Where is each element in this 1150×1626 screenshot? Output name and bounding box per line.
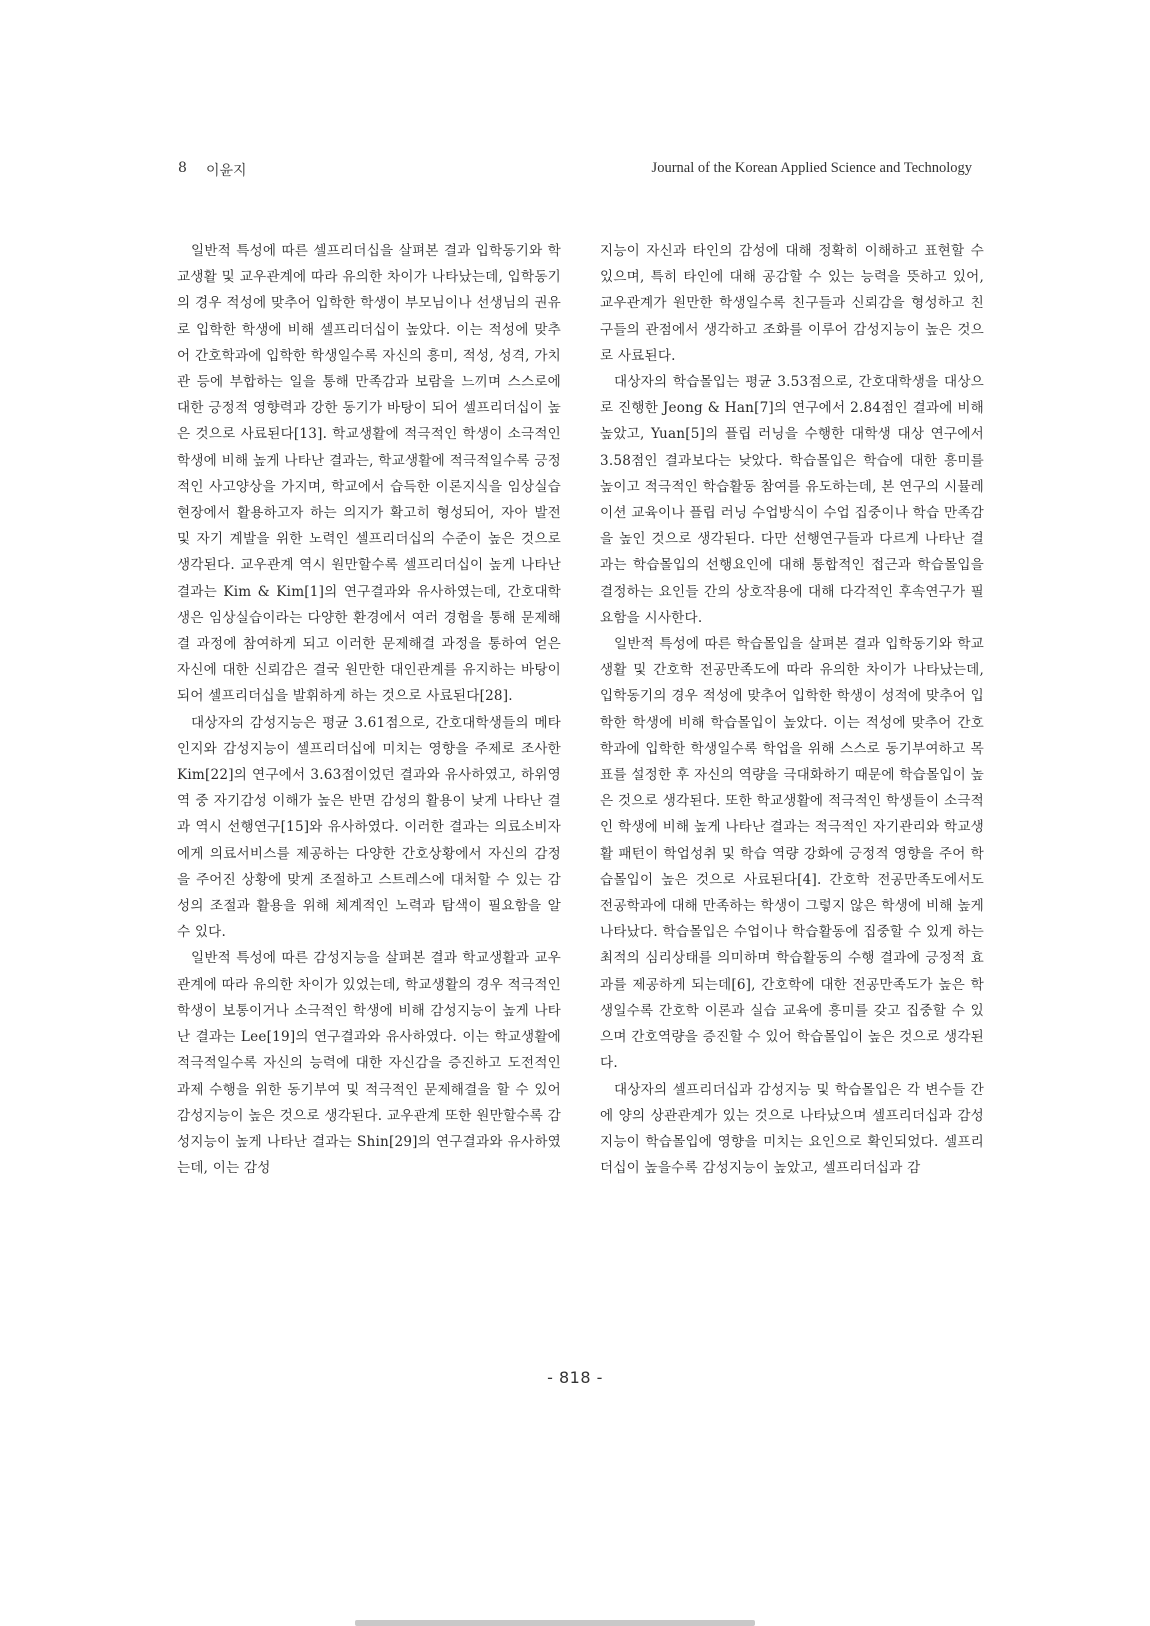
left-column	[177, 238, 561, 1181]
bleed-through-text	[355, 1620, 755, 1626]
running-head	[178, 160, 972, 184]
right-column	[600, 238, 984, 1181]
paragraph: 지능이 자신과 타인의 감성에 대해 정확히 이해하고 표현할 수 있으며, 특히 타인에 대해 공감할 수 있는 능력을 뜻하고 있어, 교우관계가 원만한 학생일수록 친구들과 신뢰감을 형성하고 친구들의 관점에서 생각하고 조화를 이루어 감성지능이 높은 것으로 사료된다.	[600, 243, 984, 364]
paragraph: 일반적 특성에 따른 감성지능을 살펴본 결과 학교생활과 교우관계에 따라 유의한 차이가 있었는데, 학교생활의 경우 적극적인 학생이 보통이거나 소극적인 학생에 비해 감성지능이 높게 나타난 결과는 Lee[19]의 연구결과와 유사하였다. 이는 학교생활에 적극적일수록 자신의 능력에 대한 자신감을 증진하고 도전적인 과제 수행을 위한 동기부여 및 적극적인 문제해결을 할 수 있어 감성지능이 높은 것으로 생각된다. 교우관계 또한 원만할수록 감성지능이 높게 나타난 결과는 Shin[29]의 연구결과와 유사하였는데, 이는 감성	[177, 950, 561, 1177]
paragraph: 대상자의 학습몰입는 평균 3.53점으로, 간호대학생을 대상으로 진행한 Jeong & Han[7]의 연구에서 2.84점인 결과에 비해 높았고, Yuan[5]의 플립 러닝을 수행한 대학생 대상 연구에서 3.58점인 결과보다는 낮았다. 학습몰입은 학습에 대한 흥미를 높이고 적극적인 학습활동 참여를 유도하는데, 본 연구의 시뮬레이션 교육이나 플립 러닝 수업방식이 수업 집중이나 학습 만족감을 높인 것으로 생각된다. 다만 선행연구들과 다르게 나타난 결과는 학습몰입의 선행요인에 대해 통합적인 접근과 학습몰입을 결정하는 요인들 간의 상호작용에 대해 다각적인 후속연구가 필요함을 시사한다.	[600, 374, 984, 626]
header-journal-title: Journal of the Korean Applied Science and Technology	[651, 160, 972, 176]
header-author: 이윤지	[206, 163, 247, 179]
header-page-number: 8	[178, 160, 187, 176]
paragraph: 일반적 특성에 따른 셀프리더십을 살펴본 결과 입학동기와 학교생활 및 교우관계에 따라 유의한 차이가 나타났는데, 입학동기의 경우 적성에 맞추어 입학한 학생이 부모님이나 선생님의 권유로 입학한 학생에 비해 셀프리더십이 높았다. 이는 적성에 맞추어 간호학과에 입학한 학생일수록 자신의 흥미, 적성, 성격, 가치관 등에 부합하는 일을 통해 만족감과 보람을 느끼며 스스로에 대한 긍정적 영향력과 강한 동기가 바탕이 되어 셀프리더십이 높은 것으로 사료된다[13]. 학교생활에 적극적인 학생이 소극적인 학생에 비해 높게 나타난 결과는, 학교생활에 적극적일수록 긍정적인 사고양상을 가지며, 학교에서 습득한 이론지식을 임상실습 현장에서 활용하고자 하는 의지가 확고히 형성되어, 자아 발전 및 자기 계발을 위한 노력인 셀프리더십의 수준이 높은 것으로 생각된다. 교우관계 역시 원만할수록 셀프리더십이 높게 나타난 결과는 Kim & Kim[1]의 연구결과와 유사하였는데, 간호대학생은 임상실습이라는 다양한 환경에서 여러 경험을 통해 문제해결 과정에 참여하게 되고 이러한 문제해결 과정을 통하여 얻은 자신에 대한 신뢰감은 결국 원만한 대인관계를 유지하는 바탕이 되어 셀프리더십을 발휘하게 하는 것으로 사료된다[28].	[177, 243, 561, 705]
paragraph: 대상자의 감성지능은 평균 3.61점으로, 간호대학생들의 메타인지와 감성지능이 셀프리더십에 미치는 영향을 주제로 조사한 Kim[22]의 연구에서 3.63점이었던 결과와 유사하였고, 하위영역 중 자기감성 이해가 높은 반면 감성의 활용이 낮게 나타난 결과 역시 선행연구[15]와 유사하였다. 이러한 결과는 의료소비자에게 의료서비스를 제공하는 다양한 간호상황에서 자신의 감정을 주어진 상황에 맞게 조절하고 스트레스에 대처할 수 있는 감성의 조절과 활용을 위해 체계적인 노력과 탐색이 필요함을 알 수 있다.	[177, 714, 561, 941]
page-footer-number: - 818 -	[547, 1368, 603, 1387]
paragraph: 대상자의 셀프리더십과 감성지능 및 학습몰입은 각 변수들 간에 양의 상관관계가 있는 것으로 나타났으며 셀프리더십과 감성지능이 학습몰입에 영향을 미치는 요인으로 확인되었다. 셀프리더십이 높을수록 감성지능이 높았고, 셀프리더십과 감	[600, 1081, 984, 1177]
paragraph: 일반적 특성에 따른 학습몰입을 살펴본 결과 입학동기와 학교생활 및 간호학 전공만족도에 따라 유의한 차이가 나타났는데, 입학동기의 경우 적성에 맞추어 입학한 학생이 성적에 맞추어 입학한 학생에 비해 학습몰입이 높았다. 이는 적성에 맞추어 간호학과에 입학한 학생일수록 학업을 위해 스스로 동기부여하고 목표를 설정한 후 자신의 역량을 극대화하기 때문에 학습몰입이 높은 것으로 생각된다. 또한 학교생활에 적극적인 학생들이 소극적인 학생에 비해 높게 나타난 결과는 적극적인 자기관리와 학교생활 패턴이 학업성취 및 학습 역량 강화에 긍정적 영향을 주어 학습몰입이 높은 것으로 사료된다[4]. 간호학 전공만족도에서도 전공학과에 대해 만족하는 학생이 그렇지 않은 학생에 비해 높게 나타났다. 학습몰입은 수업이나 학습활동에 집중할 수 있게 하는 최적의 심리상태를 의미하며 학습활동의 수행 결과에 긍정적 효과를 제공하게 되는데[6], 간호학에 대한 전공만족도가 높은 학생일수록 간호학 이론과 실습 교육에 흥미를 갖고 집중할 수 있으며 간호역량을 증진할 수 있어 학습몰입이 높은 것으로 생각된다.	[600, 636, 984, 1072]
